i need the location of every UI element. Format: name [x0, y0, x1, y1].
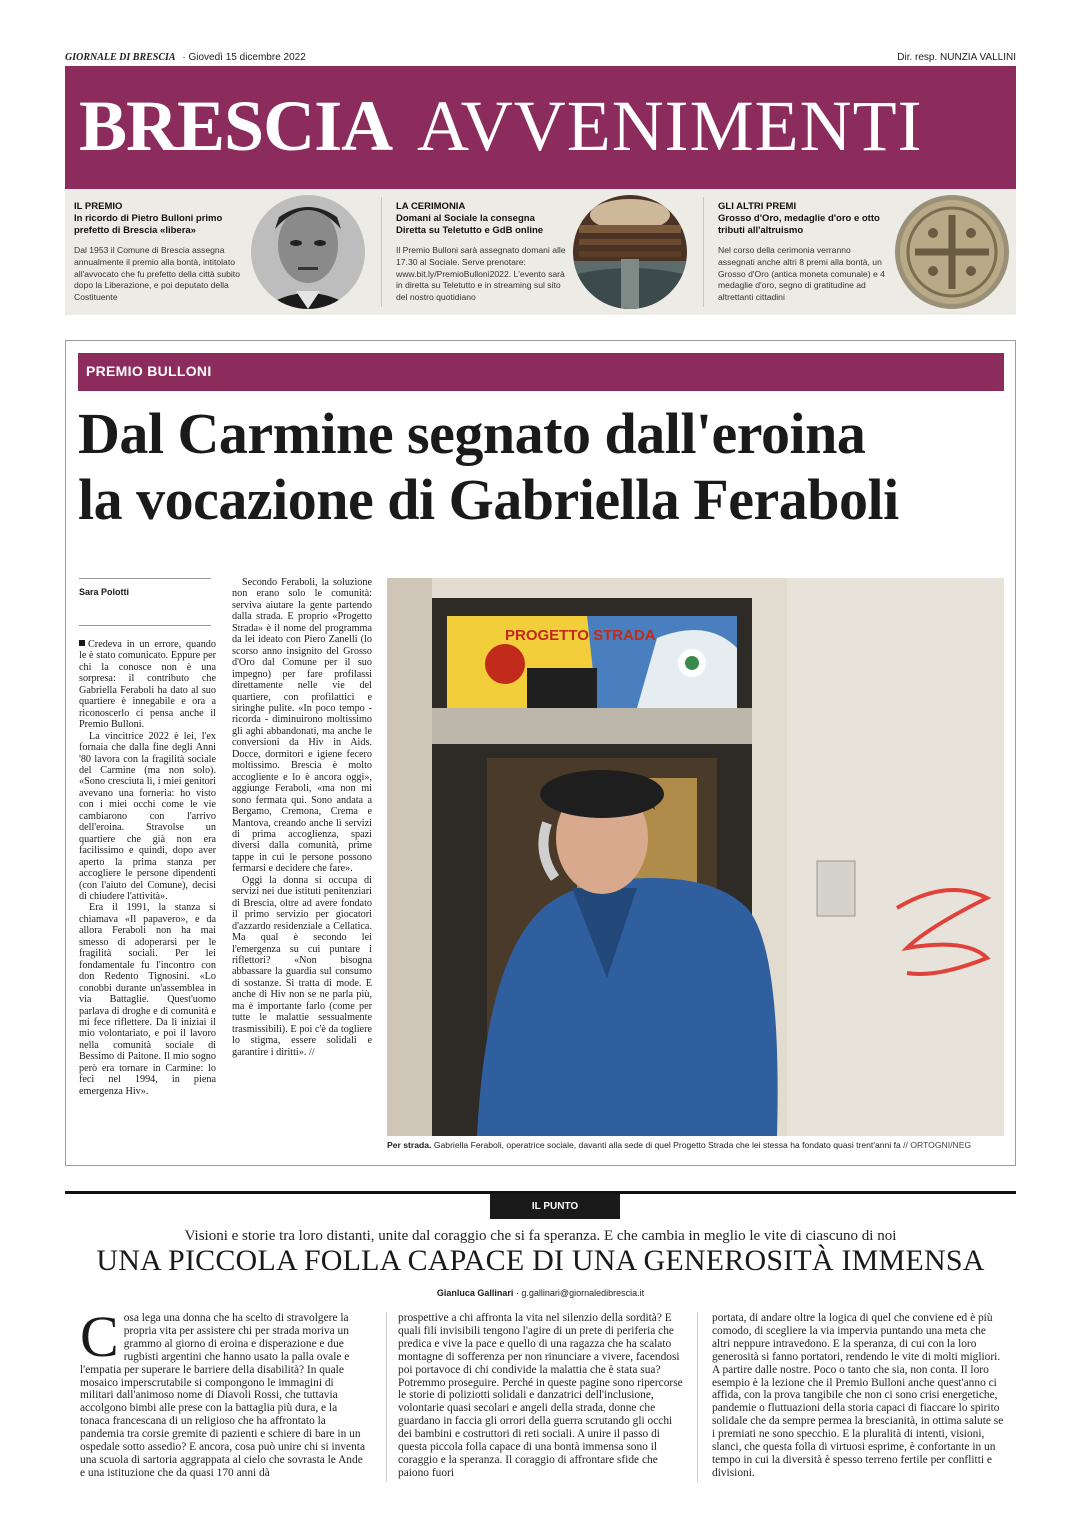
article-paragraph: Credeva in un errore, quando le è stato comunicato. Eppure per chi la conosce non è una sorpresa: il contributo che Gabriella Feraboli ha dato al suo quartiere è innegabile e ora a riconoscerlo ci pensa anche il Premio Bulloni.	[79, 639, 216, 731]
punto-subtitle: Visioni e storie tra loro distanti, unite dal coraggio che si fa speranza. E che cambia in meglio le vite di ciascuno di noi	[184, 1228, 897, 1244]
punto-author: Gianluca Gallinari	[436, 1288, 514, 1298]
punto-column-3	[712, 1312, 1004, 1480]
article-box	[65, 340, 1016, 1166]
article-author: Sara Polotti	[79, 587, 130, 597]
punto-email: · g.gallinari@giornaledibrescia.it	[513, 1288, 645, 1298]
article-tag-bar	[78, 353, 1004, 391]
article-paragraph: La vincitrice 2022 è lei, l'ex fornaia che dalla fine degli Anni '80 lavora con la fragilità sociale del Carmine (ma non solo). «Sono cresciuta lì, i miei genitori avevano una forneria: ho visto con i miei occhi come le vie cambiarono con l'arrivo dell'eroina. Stravolse un quartiere che già non era facilissimo e quindi, dopo aver aperto la prima stanza per accogliere le persone dipendenti (con l'aiuto del Comune), decisi di chiudere l'attività».	[79, 730, 216, 902]
article-photo	[387, 578, 1004, 1136]
section-banner	[65, 66, 1016, 189]
teaser-body: Il Premio Bulloni sarà assegnato domani alle 17.30 al Sociale. Serve prenotare: www.bit.ly/PremioBulloni2022. L'evento sarà in diretta su Teletutto e in streaming sul sito del nostro quotidiano	[396, 245, 566, 303]
column-divider	[697, 1312, 698, 1482]
article-paragraph: Era il 1991, la stanza si chiamava «Il papavero», e da allora Feraboli non ha mai smesso di adoperarsi per le fragilità sociali. Per lei fondamentale fu l'incontro con don Redento Tignosini. «Lo conobbi durante un'assemblea in via Battaglie. Quest'uomo parlava di droghe e di comunità e mi fece riflettere. Da lì iniziai il mio volontariato, e poi il lavoro nella comunità sociale di Bessimo di Paitone. Il mio sogno però era tornare in Carmine: lo feci nel 1994, in piena emergenza Hiv».	[79, 902, 216, 1097]
byline-rule	[79, 578, 211, 579]
drop-cap: C	[80, 1304, 119, 1369]
teaser-headline: Grosso d'Oro, medaglie d'oro e otto tributi all'altruismo	[718, 213, 880, 236]
sign-text: PROGETTO STRADA	[505, 627, 656, 644]
banner-word-brescia: BRESCIA	[79, 86, 393, 166]
article-paragraph: Oggi la donna si occupa di servizi nei due istituti penitenziari di Brescia, oltre ad avere fondato il primo servizio per giocatori d'azzardo residenziale a Cellatica. Ma qual è secondo lei l'emergenza su cui puntare i riflettori? «Non bisogna abbassare la guardia sul consumo di sostanze. Si tratta di mode. E anche di Hiv non se ne parla più, ma è importante farlo (come per tutte le malattie sessualmente trasmissibili). E poi c'è da togliere lo stigma, essere solidali e garantire i diritti». //	[232, 874, 372, 1058]
punto-paragraph: portata, di andare oltre la logica di quel che conviene ed è più comodo, di scegliere la via impervia puntando una meta che altri neppure intravedono. E la speranza, di cui con la loro generosità si fanno portatori, rendendo le vite di molti migliori. A partire dalle nostre. Poco o tanto che sia, non conta. Il loro esempio è la lezione che il Premio Bulloni anche quest'anno ci affida, con la prova tangibile che non ci sono crisi energetiche, pandemie o fluttuazioni della storia capaci di fiaccare lo spirito solidale che da sempre permea la brescianità, in ottima salute se i premiati ne sono specchio. E la pluralità di intenti, visioni, slanci, che questa folla di virtuosi esprime, è confortante in un tempo in cui la diversità è spesso terreno fertile per conflitti e divisioni.	[712, 1312, 1004, 1479]
theatre-photo	[573, 195, 687, 309]
photo-caption	[387, 1140, 1004, 1150]
teaser-body: Nel corso della cerimonia verranno assegnati anche altri 8 premi alla bontà, un Grosso d'Oro (antica moneta comunale) e 4 medaglie d'oro, segno di gratitudine ad altrettanti cittadini	[718, 245, 885, 303]
teaser-cerimonia[interactable]	[387, 189, 703, 315]
column-divider	[386, 1312, 387, 1482]
teaser-headline: Domani al Sociale la consegna Diretta su Teletutto e GdB online	[396, 213, 544, 236]
teaser-kicker: GLI ALTRI PREMI	[718, 201, 797, 212]
teaser-body: Dal 1953 il Comune di Brescia assegna annualmente il premio alla bontà, intitolato all'avvocato che fu prefetto della città subito dopo la Liberazione, e poi deputato della Costituente	[74, 245, 240, 303]
banner-word-avvenimenti: AVVENIMENTI	[417, 86, 923, 166]
punto-paragraph: osa lega una donna che ha scelto di stravolgere la propria vita per assistere chi per strada moriva un grammo al giorno di eroina e disperazione e due rugbisti argentini che hanno usato la palla ovale e l'empatia per superare le barriere della disabilità? In quale mosaico imperscrutabile si compongono le immagini di militari dall'animoso nome di Diavoli Rossi, che tuttavia accolgono bimbi alle prese con la battaglia più dura, e la tonaca francescana di un religioso che ha affrontato la pandemia tra corsie gremite di pazienti e schiere di bare in un ospedale sotto assedio? E ancora, cosa può unire chi si inventa una scuola di sartoria aggrappata al cielo che sovrasta le Ande e una istituzione che da quasi 170 anni dà	[80, 1312, 365, 1479]
punto-byline	[65, 1288, 1016, 1298]
punto-paragraph: prospettive a chi affronta la vita nel silenzio della sordità? E quali fili invisibili tengono l'agire di un prete di periferia che predica e vive la pace e quello di una ragazza che ha scalato montagne di sofferenza per non rinunciare a vivere, facendosi poi portavoce di chi condivide la malattia che è stata sua? Potremmo proseguire. Perché in queste pagine sono ripercorse le storie di poliziotti solidali e danzatrici dell'inclusione, volontarie quasi secolari e angeli della strada, donne che guardano in faccia gli orrori della guerra scrutando gli occhi dei bambini e costruttori di reti sociali. A unire il passo di questa piccola folla capace di una bontà immensa sono il coraggio e la speranza. Il coraggio di affrontare sfide che paiono fuori	[398, 1312, 683, 1479]
article-column-1	[79, 639, 216, 1097]
headline-line-1: Dal Carmine segnato dall'eroina	[78, 401, 866, 466]
headline-line-2: la vocazione di Gabriella Feraboli	[78, 467, 899, 532]
byline-rule	[79, 625, 211, 626]
teaser-kicker: IL PREMIO	[74, 201, 123, 212]
punto-column-1	[80, 1304, 368, 1480]
teaser-altri-premi[interactable]	[709, 189, 1016, 315]
teaser-divider	[703, 197, 704, 307]
teaser-strip	[65, 189, 1016, 315]
photo-credit: // ORTOGNI/NEG	[900, 1140, 972, 1150]
caption-lead: Per strada.	[387, 1140, 432, 1150]
punto-tag: IL PUNTO	[490, 1194, 620, 1219]
issue-date: · Giovedì 15 dicembre 2022	[182, 52, 306, 63]
teaser-kicker: LA CERIMONIA	[396, 201, 466, 212]
teaser-headline: In ricordo di Pietro Bulloni primo prefetto di Brescia «libera»	[74, 213, 223, 236]
article-tag: PREMIO BULLONI	[86, 363, 212, 379]
director-credit: Dir. resp. NUNZIA VALLINI	[897, 52, 1016, 63]
punto-title: UNA PICCOLA FOLLA CAPACE DI UNA GENEROSITÀ IMMENSA	[96, 1244, 985, 1277]
masthead-line	[65, 52, 1016, 66]
paragraph-square-icon	[79, 640, 85, 646]
portrait-photo	[251, 195, 365, 309]
article-headline	[78, 401, 1008, 533]
gold-coin-photo	[895, 195, 1009, 309]
punto-column-2	[398, 1312, 686, 1480]
article-paragraph: Secondo Feraboli, la soluzione non erano solo le comunità: serviva aiutare la gente partendo dalla strada. E proprio «Progetto Strada» è il nome del programma da lei ideato con Piero Zanelli (lo scorso anno insignito del Grosso d'Oro dal Comune per il suo impegno) per fare profilassi direttamente nelle vie del quartiere, con profilattici e siringhe pulite. «In poco tempo - ricorda - diminuirono moltissimo gli aghi abbandonati, ma anche le conversioni da Hiv in Aids. Docce, dormitori e igiene fecero moltissimo. Brescia è molto accogliente e lo è ancora oggi», aggiunge Feraboli, «ma non mi sono fermata qui. Sono andata a Bergamo, Cremona, Crema e Mantova, creando anche lì servizi di prima accoglienza, spazi diversi dalla comunità, prime tappe in cui le persone possono fermarsi e decidere che fare».	[232, 577, 372, 875]
newspaper-name: GIORNALE DI BRESCIA	[65, 52, 176, 63]
teaser-premio[interactable]	[65, 189, 381, 315]
teaser-divider	[381, 197, 382, 307]
caption-text: Gabriella Feraboli, operatrice sociale, davanti alla sede di quel Progetto Strada che lei stessa ha fondato quasi trent'anni fa	[431, 1140, 901, 1150]
article-column-2	[232, 577, 372, 1058]
